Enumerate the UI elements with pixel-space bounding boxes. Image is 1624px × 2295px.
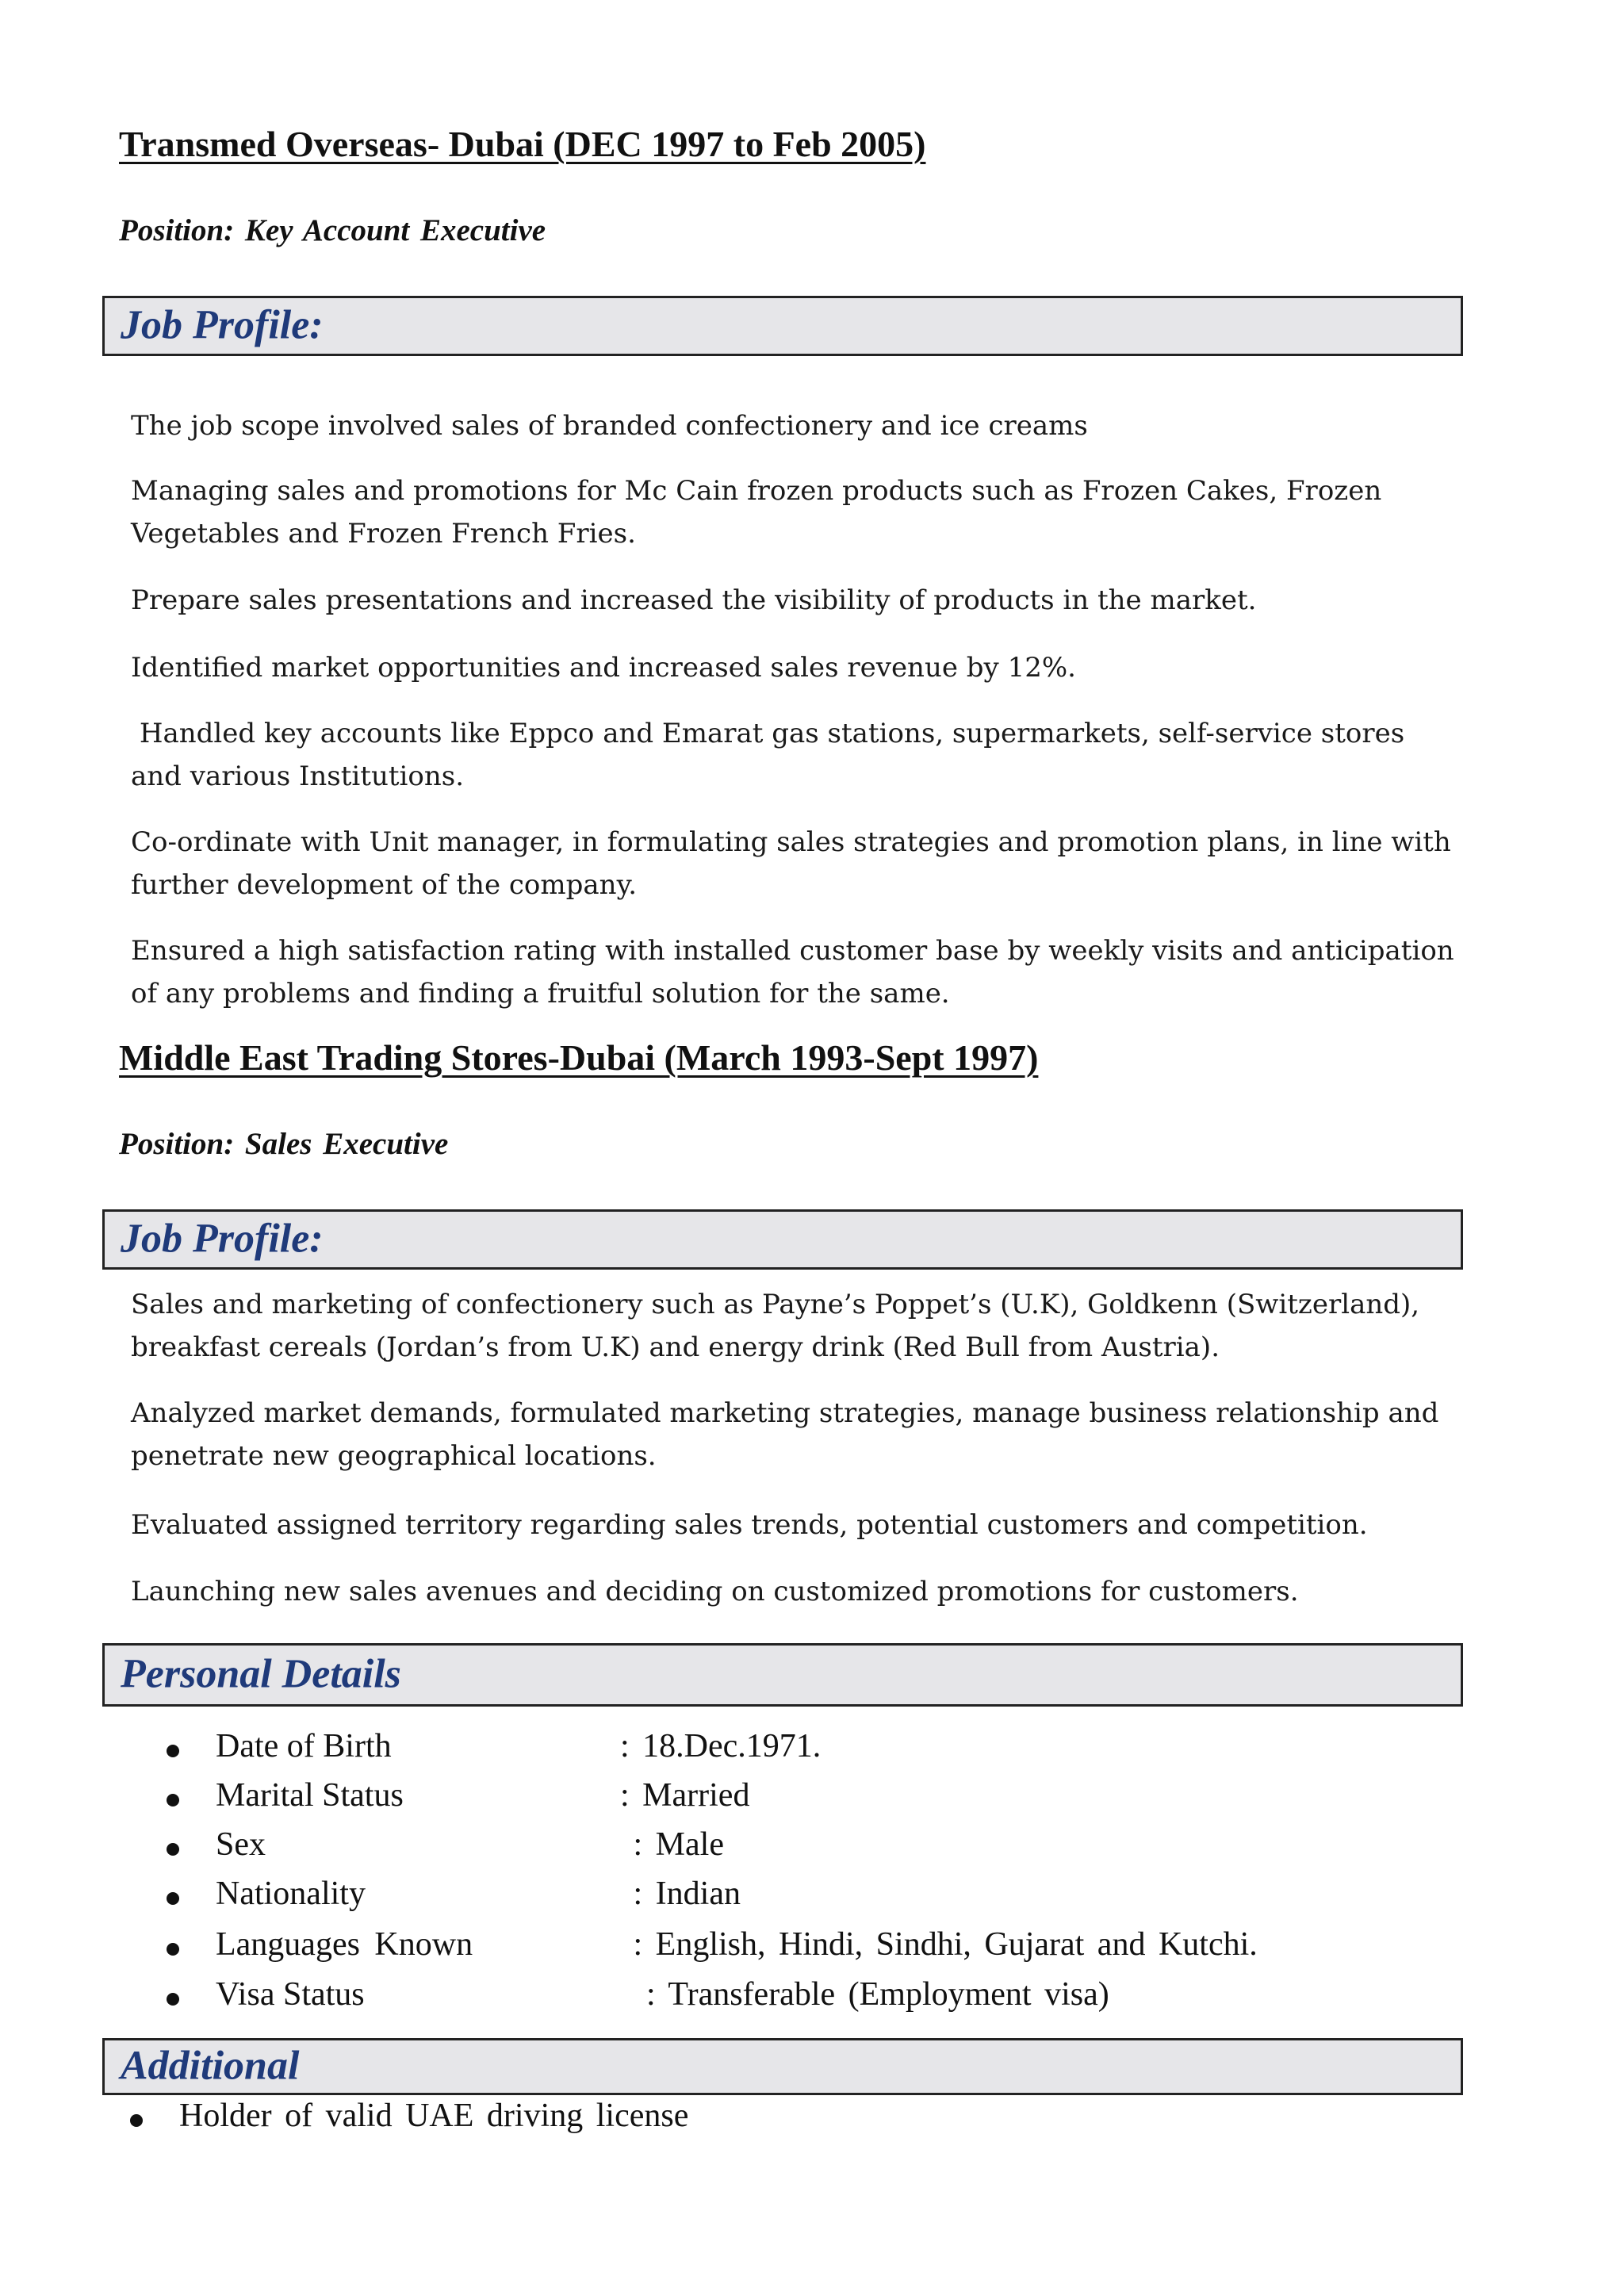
job2-duty-2: Analyzed market demands, formulated marketing strategies, manage business relationship and penetrate new geographical locations.: [131, 1397, 1439, 1472]
detail-label: Sex: [216, 1826, 266, 1863]
detail-value: : Indian: [620, 1875, 741, 1912]
personal-details-heading: Personal Details: [121, 1651, 401, 1697]
job1-company-heading: Transmed Overseas- Dubai (DEC 1997 to Feb 2005): [119, 124, 926, 164]
job1-duty-6: Co-ordinate with Unit manager, in formulating sales strategies and promotion plans, in line with further development of the company.: [131, 826, 1451, 901]
detail-label: Date of Birth: [216, 1728, 392, 1764]
job1-duty-5: Handled key accounts like Eppco and Emarat gas stations, supermarkets, self-service stores and various Institutions.: [131, 718, 1413, 792]
additional-heading: Additional: [121, 2043, 300, 2089]
detail-value: : Transferable (Employment visa): [620, 1976, 1109, 2013]
job2-duty-3: Evaluated assigned territory regarding sales trends, potential customers and competition.: [131, 1509, 1368, 1541]
bullet-icon: [130, 2114, 143, 2127]
job2-duty-1: Sales and marketing of confectionery such as Payne’s Poppet’s (U.K), Goldkenn (Switzerland), breakfast cereals (Jordan’s from U.K) and energy drink (Red Bull from Austria).: [131, 1289, 1420, 1363]
job2-profile-box: [102, 1209, 1463, 1270]
detail-value: : 18.Dec.1971.: [620, 1728, 822, 1764]
job2-profile-heading: Job Profile:: [121, 1216, 324, 1262]
bullet-icon: [167, 1993, 179, 2006]
personal-detail-row: [0, 1875, 1624, 1924]
job2-company-heading: Middle East Trading Stores-Dubai (March 1993-Sept 1997): [119, 1037, 1039, 1078]
additional-box: [102, 2038, 1463, 2095]
personal-detail-row: [0, 1925, 1624, 1975]
job2-position: Position: Sales Executive: [119, 1127, 449, 1161]
job1-profile-box: [102, 296, 1463, 356]
personal-detail-row: [0, 1727, 1624, 1776]
detail-value: : Male: [620, 1826, 724, 1863]
additional-item: [0, 2097, 1624, 2146]
bullet-icon: [167, 1892, 179, 1905]
detail-label: Languages Known: [216, 1926, 473, 1963]
detail-label: Visa Status: [216, 1976, 365, 2013]
job1-duty-1: The job scope involved sales of branded confectionery and ice creams: [131, 410, 1088, 442]
job1-duty-3: Prepare sales presentations and increased the visibility of products in the market.: [131, 584, 1257, 616]
personal-detail-row: [0, 1776, 1624, 1826]
job1-position: Position: Key Account Executive: [119, 213, 546, 247]
additional-item-text: Holder of valid UAE driving license: [179, 2098, 689, 2134]
job1-duty-4: Identified market opportunities and increased sales revenue by 12%.: [131, 652, 1076, 684]
detail-label: Marital Status: [216, 1777, 404, 1814]
detail-value: : Married: [620, 1777, 750, 1814]
bullet-icon: [167, 1745, 179, 1757]
job2-duty-4: Launching new sales avenues and deciding on customized promotions for customers.: [131, 1576, 1299, 1607]
detail-value: : English, Hindi, Sindhi, Gujarat and Kutchi.: [620, 1926, 1258, 1963]
job1-duty-7: Ensured a high satisfaction rating with installed customer base by weekly visits and anticipation of any problems and finding a fruitful solution for the same.: [131, 935, 1454, 1010]
personal-details-box: [102, 1643, 1463, 1707]
bullet-icon: [167, 1843, 179, 1856]
bullet-icon: [167, 1794, 179, 1806]
detail-label: Nationality: [216, 1875, 366, 1912]
personal-detail-row: [0, 1975, 1624, 2025]
job1-duty-2: Managing sales and promotions for Mc Cain frozen products such as Frozen Cakes, Frozen Vegetables and Frozen French Fries.: [131, 475, 1382, 550]
personal-detail-row: [0, 1826, 1624, 1875]
bullet-icon: [167, 1943, 179, 1956]
job1-profile-heading: Job Profile:: [121, 302, 324, 348]
